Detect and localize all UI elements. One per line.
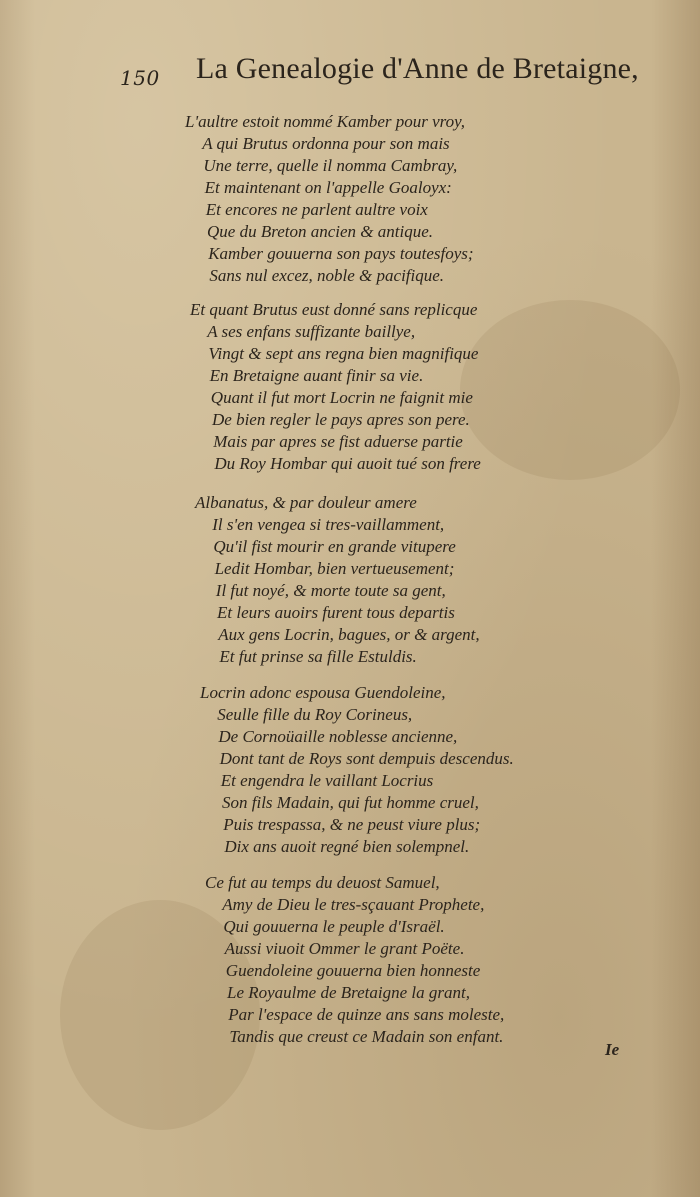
verse-line: Qu'il fist mourir en grande vitupere [213,537,456,556]
verse-line: Mais par apres se fist aduerse partie [213,432,463,451]
verse-line: Il s'en vengea si tres-vaillamment, [212,515,445,534]
verse-line: Ce fut au temps du deuost Samuel, [205,873,440,892]
verse-line: Albanatus, & par douleur amere [195,493,417,512]
verse-line: Et engendra le vaillant Locrius [220,771,434,790]
verse-line: Il fut noyé, & morte toute sa gent, [215,581,446,600]
verse-line: Que du Breton ancien & antique. [207,222,433,241]
verse-line: Et fut prinse sa fille Estuldis. [219,647,417,666]
paper-stain [460,300,680,480]
catchword: Ie [605,1040,620,1059]
verse-line: Kamber gouuerna son pays toutesfoys; [208,244,474,263]
running-title: La Genealogie d'Anne de Bretaigne, [196,52,639,85]
verse-line: Et encores ne parlent aultre voix [205,200,428,219]
verse-line: De bien regler le pays apres son pere. [212,410,470,429]
verse-line: Puis trespassa, & ne peust viure plus; [223,815,481,834]
verse-line: En Bretaigne auant finir sa vie. [209,366,424,385]
verse-line: Aussi viuoit Ommer le grant Poëte. [224,939,465,958]
page-header [0,52,700,102]
verse-line: Locrin adonc espousa Guendoleine, [200,683,446,702]
verse-line: Une terre, quelle il nomma Cambray, [203,156,458,175]
verse-line: De Cornoüaille noblesse ancienne, [218,727,458,746]
verse-line: Guendoleine gouuerna bien honneste [225,961,481,980]
verse-line: Du Roy Hombar qui auoit tué son frere [214,454,481,473]
verse-line: Sans nul excez, noble & pacifique. [209,266,445,285]
verse-line: Par l'espace de quinze ans sans moleste, [228,1005,505,1024]
verse-line: Amy de Dieu le tres-sçauant Prophete, [222,895,485,914]
verse-line: Et quant Brutus eust donné sans replicque [190,300,478,319]
verse-line: Le Royaulme de Bretaigne la grant, [227,983,470,1002]
verse-line: Et maintenant on l'appelle Goaloyx: [204,178,452,197]
verse-line: Aux gens Locrin, bagues, or & argent, [218,625,480,644]
verse-line: Ledit Hombar, bien vertueusement; [214,559,455,578]
verse-line: Seulle fille du Roy Corineus, [217,705,413,724]
verse-line: A ses enfans suffizante baillye, [207,322,416,341]
page-number: 150 [120,66,160,90]
verse-line: Et leurs auoirs furent tous departis [217,603,455,622]
verse-line: Quant il fut mort Locrin ne faignit mie [210,388,473,407]
verse-line: Qui gouuerna le peuple d'Israël. [223,917,445,936]
verse-line: L'aultre estoit nommé Kamber pour vroy, [185,112,466,131]
verse-line: Son fils Madain, qui fut homme cruel, [222,793,479,812]
verse-line: Dont tant de Roys sont dempuis descendus. [219,749,514,768]
verse-line: Vingt & sept ans regna bien magnifique [208,344,479,363]
verse-line: A qui Brutus ordonna pour son mais [202,134,450,153]
verse-line: Tandis que creust ce Madain son enfant. [229,1027,504,1046]
verse-line: Dix ans auoit regné bien solempnel. [224,837,470,856]
